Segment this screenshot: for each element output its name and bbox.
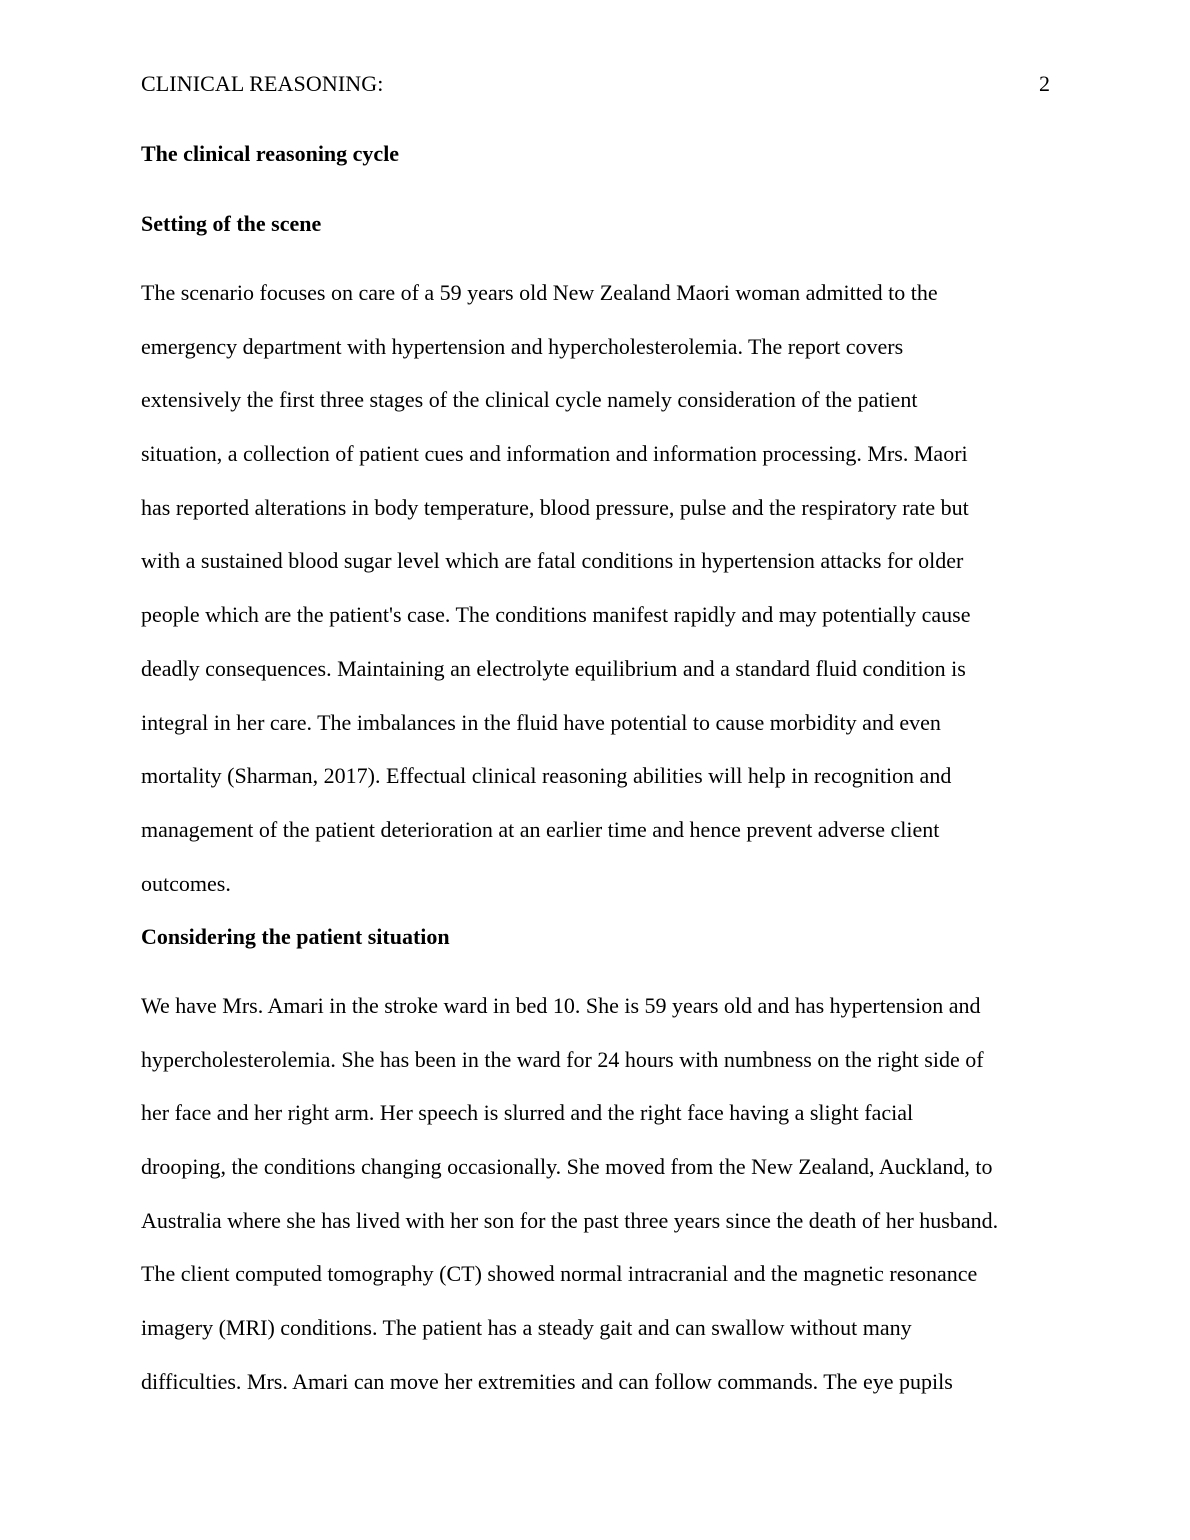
- paragraph-setting-scene: [141, 266, 1053, 910]
- paragraph-line: integral in her care. The imbalances in the fluid have potential to cause morbidity and even: [141, 709, 941, 735]
- paragraph-line: people which are the patient's case. The conditions manifest rapidly and may potentially cause: [141, 602, 971, 628]
- paragraph-line: mortality (Sharman, 2017). Effectual clinical reasoning abilities will help in recognition and: [141, 763, 952, 789]
- paragraph-line: with a sustained blood sugar level which are fatal conditions in hypertension attacks for older: [141, 548, 964, 574]
- paragraph-line: The scenario focuses on care of a 59 years old New Zealand Maori woman admitted to the: [141, 280, 938, 305]
- paragraph-line: The client computed tomography (CT) showed normal intracranial and the magnetic resonance: [141, 1261, 978, 1287]
- paragraph-line: Australia where she has lived with her son for the past three years since the death of her husband.: [141, 1207, 999, 1233]
- paragraph-line: hypercholesterolemia. She has been in the ward for 24 hours with numbness on the right side of: [141, 1046, 984, 1072]
- paragraph-line: management of the patient deterioration at an earlier time and hence prevent adverse client: [141, 816, 940, 842]
- section-heading-setting-scene: Setting of the scene: [141, 211, 322, 236]
- paragraph-patient-situation: [141, 979, 1053, 1409]
- paragraph-line: has reported alterations in body temperature, blood pressure, pulse and the respiratory rate but: [141, 494, 969, 520]
- section-heading-patient-situation: Considering the patient situation: [141, 924, 450, 949]
- page-number: 2: [1039, 71, 1050, 96]
- running-head: CLINICAL REASONING:: [141, 71, 384, 96]
- paragraph-line: extensively the first three stages of the clinical cycle namely consideration of the patient: [141, 387, 918, 413]
- paragraph-line: We have Mrs. Amari in the stroke ward in bed 10. She is 59 years old and has hypertension and: [141, 993, 981, 1018]
- paragraph-line: imagery (MRI) conditions. The patient has a steady gait and can swallow without many: [141, 1315, 912, 1341]
- paragraph-line: outcomes.: [141, 870, 231, 896]
- paragraph-line: emergency department with hypertension and hypercholesterolemia. The report covers: [141, 333, 904, 359]
- paragraph-line: situation, a collection of patient cues and information and information processing. Mrs. Maori: [141, 441, 968, 467]
- paragraph-line: drooping, the conditions changing occasionally. She moved from the New Zealand, Auckland, to: [141, 1154, 993, 1180]
- main-title: The clinical reasoning cycle: [141, 141, 400, 166]
- paragraph-line: deadly consequences. Maintaining an electrolyte equilibrium and a standard fluid condition is: [141, 655, 966, 681]
- paragraph-line: difficulties. Mrs. Amari can move her extremities and can follow commands. The eye pupils: [141, 1368, 953, 1394]
- paragraph-line: her face and her right arm. Her speech is slurred and the right face having a slight facial: [141, 1100, 914, 1126]
